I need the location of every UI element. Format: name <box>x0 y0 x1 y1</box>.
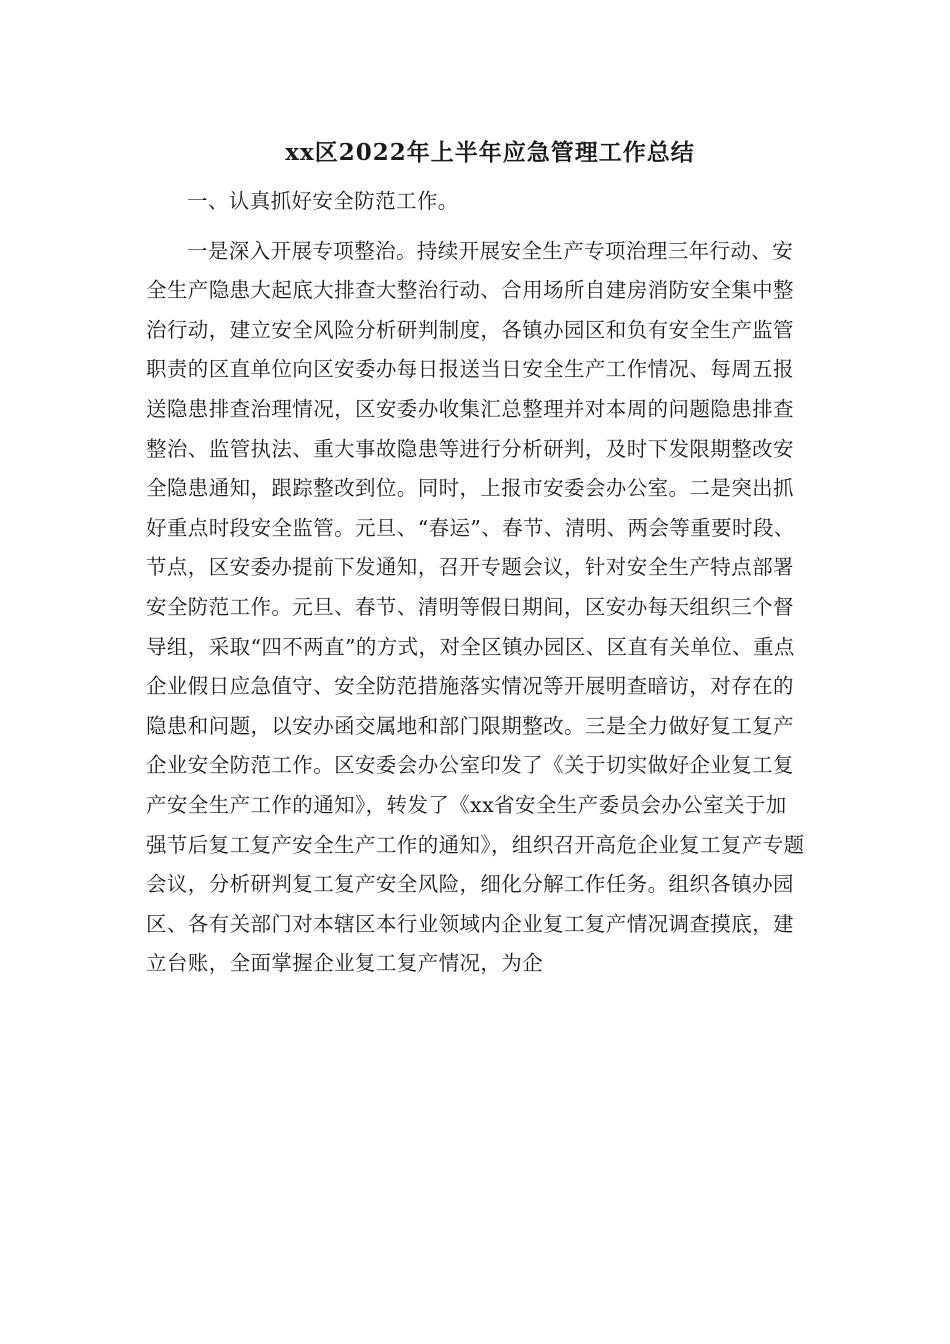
document-title: xx区2022年上半年应急管理工作总结 <box>285 139 695 166</box>
section-heading: 一、认真抓好安全防范工作。 <box>187 189 459 213</box>
body-paragraph: 一是深入开展专项整治。持续开展安全生产专项治理三年行动、安全生产隐患大起底大排查大整治行动、合用场所自建房消防安全集中整治行动，建立安全风险分析研判制度，各镇办园区和负有安全生产监管职责的区直单位向区安委办每日报送当日安全生产工作情况、每周五报送隐患排查治理情况，区安委办收集汇总整理并对本周的问题隐患排查整治、监管执法、重大事故隐患等进行分析研判，及时下发限期整改安全隐患通知，跟踪整改到位。同时，上报市安委会办公室。二是突出抓好重点时段安全监管。元旦、“春运”、春节、清明、两会等重要时段、节点，区安委办提前下发通知，召开专题会议，针对安全生产特点部署安全防范工作。元旦、春节、清明等假日期间，区安办每天组织三个督导组，采取“四不两直”的方式，对全区镇办园区、区直有关单位、重点企业假日应急值守、安全防范措施落实情况等开展明查暗访，对存在的隐患和问题，以安办函交属地和部门限期整改。三是全力做好复工复产企业安全防范工作。区安委会办公室印发了《关于切实做好企业复工复产安全生产工作的通知》，转发了《xx省安全生产委员会办公室关于加强节后复工复产安全生产工作的通知》，组织召开高危企业复工复产专题会议，分析研判复工复产安全风险，细化分解工作任务。组织各镇办园区、各有关部门对本辖区本行业领域内企业复工复产情况调查摸底，建立台账，全面掌握企业复工复产情况，为企 <box>146 238 805 976</box>
document-body <box>146 182 806 984</box>
